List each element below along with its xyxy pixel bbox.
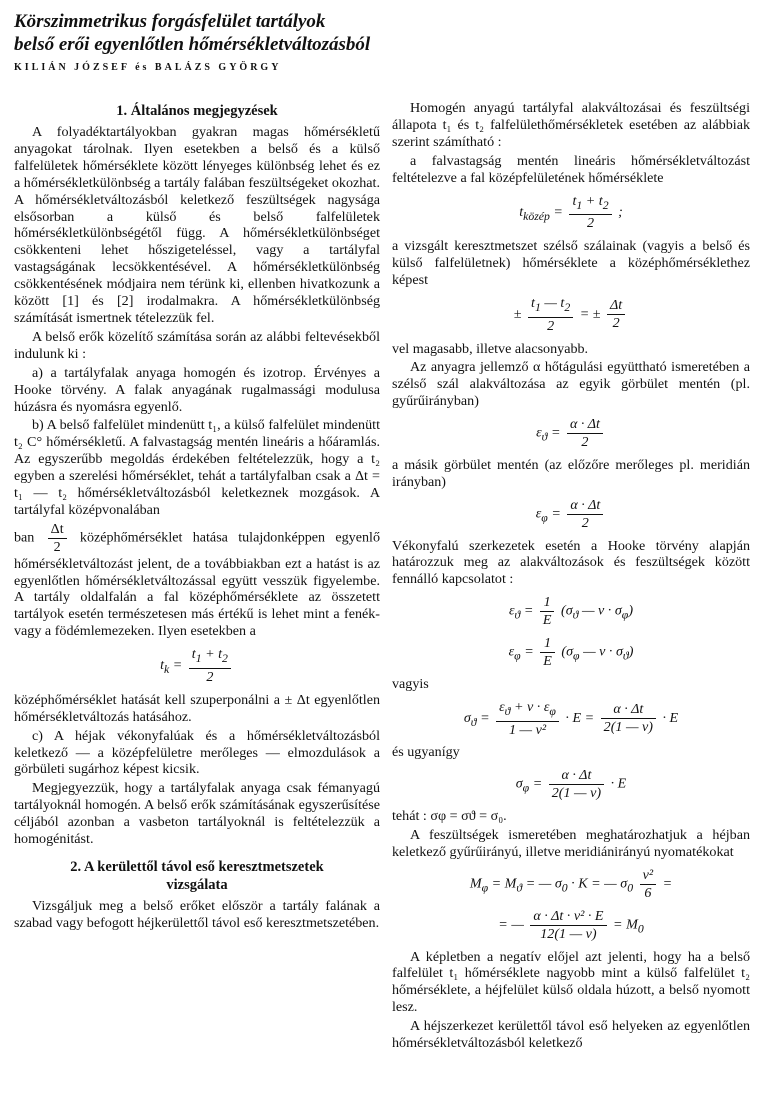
equation-delta: ± $\frac{t_1 — t_2}{2}$ = ± $\frac{\Delta t}{2}$ [392,295,750,335]
title-line-1: Körszimmetrikus forgásfelület tartályok [14,11,326,32]
paragraph: a másik görbület mentén (az előzőre merőleges pl. meridián irányban) [392,456,750,490]
paragraph: a falvastagság mentén lineáris hőmérsékletváltozást feltételezve a fal középfelületének hőmérséklete [392,152,750,186]
right-column [392,100,750,1054]
title-line-2: belső erői egyenlőtlen hőmérsékletváltozásból [14,34,371,55]
paragraph: ban $\frac{\Delta t}{2}$ középhőmérséklet hatása tulajdonképpen egyenlő hőmérsékletváltozást jelent, de a továbbiakban ezt a hatást is az egyenlőtlen hőmérsékletváltozással együtt vesszük figyelembe. A tartály oldalfalán a fal középhőmérséklete az összetett tartályok esetén természetesen más értékű is lehet mint a fenék- vagy a födémlemezeken. Ilyen esetekben a [14,520,380,640]
equation-moment-1: $M_\varphi = M_ϑ$ = — $\sigma_0 \cdot K$ = — $\sigma_0$ $\frac{\text{v²}}{6}$ = [469,866,673,901]
paragraph: A folyadéktartályokban gyakran magas hőmérsékletű anyagokat tárolnak. Ilyen esetekben a belső és a külső falfelületek hőmérséklete között lényeges különbség lehet és ez a hőmérsékletkülönbség a tartály falában feszültségeket okozhat. A hőmérsékletváltozásból keletkező feszültségek nagysága elsősorban a külső és belső falfelületek hőmérsékletkülönbségétől függ. A hőmérsékletkülönbséget csökkenteni lehet hőszigeteléssel, vagy a tartályfal vastagságának lecsökkentésével. A hőmérsékletkülönbség csökkentésének módjaira nem térünk ki, ellenben hivatkozunk a között [1] és [2] irodalmakra. A hőmérsékletkülönbség számítását ismertnek tételezzük fel. [14,124,380,326]
section-2-line-2: vizsgálata [166,876,228,893]
paragraph: Vizsgáljuk meg a belső erőket először a tartály falának a szabad vagy befogott héjkerülettől távol eső keresztmetszetében. [14,897,380,931]
paragraph: Az anyagra jellemző α hőtágulási együttható ismeretében a szélső szál alakváltozása az egyik görbület mentén (pl. gyűrűirányban) [392,359,750,410]
equation-hooke-2: $\varepsilon_\varphi$ = $\frac{1}{E}$ ($\sigma_\varphi$ — $\nu \cdot \sigma_ϑ$) [508,635,634,669]
paragraph: tehát : σφ = σϑ = σ₀. [392,808,507,825]
left-column [14,100,380,934]
equation-eps-theta: $\varepsilon_ϑ$ = $\frac{\alpha \cdot \Delta t}{2}$ [392,416,750,451]
paragraph: A képletben a negatív előjel azt jelenti, hogy ha a belső falfelület t₁ hőmérséklete nagyobb mint a külső falfelület t₂ hőmérséklete, a héjfelület külső oldala húzott, a belső nyomott lesz. [392,948,750,1016]
article-title [14,10,754,56]
paragraph: A belső erők közelítő számítása során az alábbi feltevésekből indulunk ki : [14,328,380,362]
equation-moment-2: = — $\frac{\text{α · Δt · v² · E}}{12(1 — \nu)}$ = $M_0$ [498,907,644,942]
section-2-line-1: 2. A kerülettől távol eső keresztmetszetek [70,858,324,875]
equation-tkozep: $t_{közép}$ = $\frac{t_1 + t_2}{2}$ ; [519,192,623,232]
equation-hooke-1: $\varepsilon_ϑ$ = $\frac{1}{E}$ ($\sigma_ϑ$ — $\nu \cdot \sigma_\varphi$) [508,594,634,629]
paragraph: c) A héjak vékonyfalúak és a hőmérsékletváltozásból keletkező — a középfelületre merőleges — elmozdulások a görbületi sugárhoz képest kicsik. [14,727,380,778]
paragraph: a) a tartályfalak anyaga homogén és izotrop. Érvényes a Hooke törvény. A falak anyagának rugalmassági modulusa húzásra és nyomásra egyenlő. [14,364,380,415]
paragraph: A feszültségek ismeretében meghatározhatjuk a héjban keletkező gyűrűirányú, illetve meridiánirányú nyomatékokat [392,827,750,860]
paragraph: A héjszerkezet kerülettől távol eső helyeken az egyenlőtlen hőmérsékletváltozásból keletkező [392,1018,750,1052]
paragraph-text: középhőmérséklet hatása tulajdonképpen egyenlő hőmérsékletváltozást jelent, de a továbbiakban ezt a hatást is az egyenlőtlen hőmérsékletváltozással együtt vesszük figyelembe. A tartály oldalfalán a fal középhőmérséklete az összetett tartályok esetén természetesen más értékű is lehet mint a fenék- vagy a födémlemezeken. Ilyen esetekben a [14,529,380,640]
paragraph: középhőmérséklet hatását kell szuperponálni a ± Δt egyenlőtlen hőmérsékletváltozás hatásához. [14,691,380,725]
equation-sigma-theta: $\sigma_ϑ$ = $\frac{\varepsilon_ϑ + \nu \cdot \varepsilon_\varphi}{\text{1 — ν²}}$ · E = $\frac{\alpha \cdot \Delta t}{2(1 — \nu)}$ · E [463,698,679,738]
section-1-heading: 1. Általános megjegyzések [116,103,278,119]
section-2-heading [14,858,380,894]
equation-tk: $t_k$ = $\frac{t_1 + t_2}{2}$ [14,646,380,686]
paragraph: Homogén anyagú tartályfal alakváltozásai és feszültségi állapota t₁ és t₂ falfelülethőmérsékletek esetében az alábbiak szerint számítható : [392,100,750,150]
paragraph: Vékonyfalú szerkezetek esetén a Hooke törvény alapján határozzuk meg az alakváltozások és feszültségek között fennálló kapcsolatot : [392,537,750,588]
equation-eps-phi: $\varepsilon_\varphi$ = $\frac{\alpha \cdot \Delta t}{2}$ [392,497,750,532]
paragraph: Megjegyezzük, hogy a tartályfalak anyaga csak fémanyagú tartályoknál homogén. A belső erők számításának egyszerűsítése céljából azonban a vasbeton tartályoknál is feltételezzük a homogénitást. [14,780,380,848]
paragraph: b) A belső falfelület mindenütt t₁, a külső falfelület mindenütt t₂ C° hőmérsékletű. A falvastagság mentén lineáris a hőáramlás. Az egyszerűbb megoldás érdekében feltételezzük, hogy a t₂ egyben a szerelési hőmérséklet, tehát a tartályfalban csak a Δt = t₁ — t₂ hőmérsékletváltozásból keletkeznek mozgások. A tartályfal középvonalában [14,417,380,518]
equation-sigma-phi: $\sigma_\varphi$ = $\frac{\alpha \cdot \Delta t}{2(1 — \nu)}$ · E [515,767,627,802]
paragraph: és ugyanígy [392,744,460,761]
paragraph: a vizsgált keresztmetszet szélső szálainak (vagyis a belső és külső falfelületnek) hőmérséklete a középhőmérséklethez képest [392,238,750,288]
paragraph: vel magasabb, illetve alacsonyabb. [392,340,589,357]
paragraph: vagyis [392,675,429,692]
authors: KILIÁN JÓZSEF és BALÁZS GYÖRGY [14,62,282,73]
